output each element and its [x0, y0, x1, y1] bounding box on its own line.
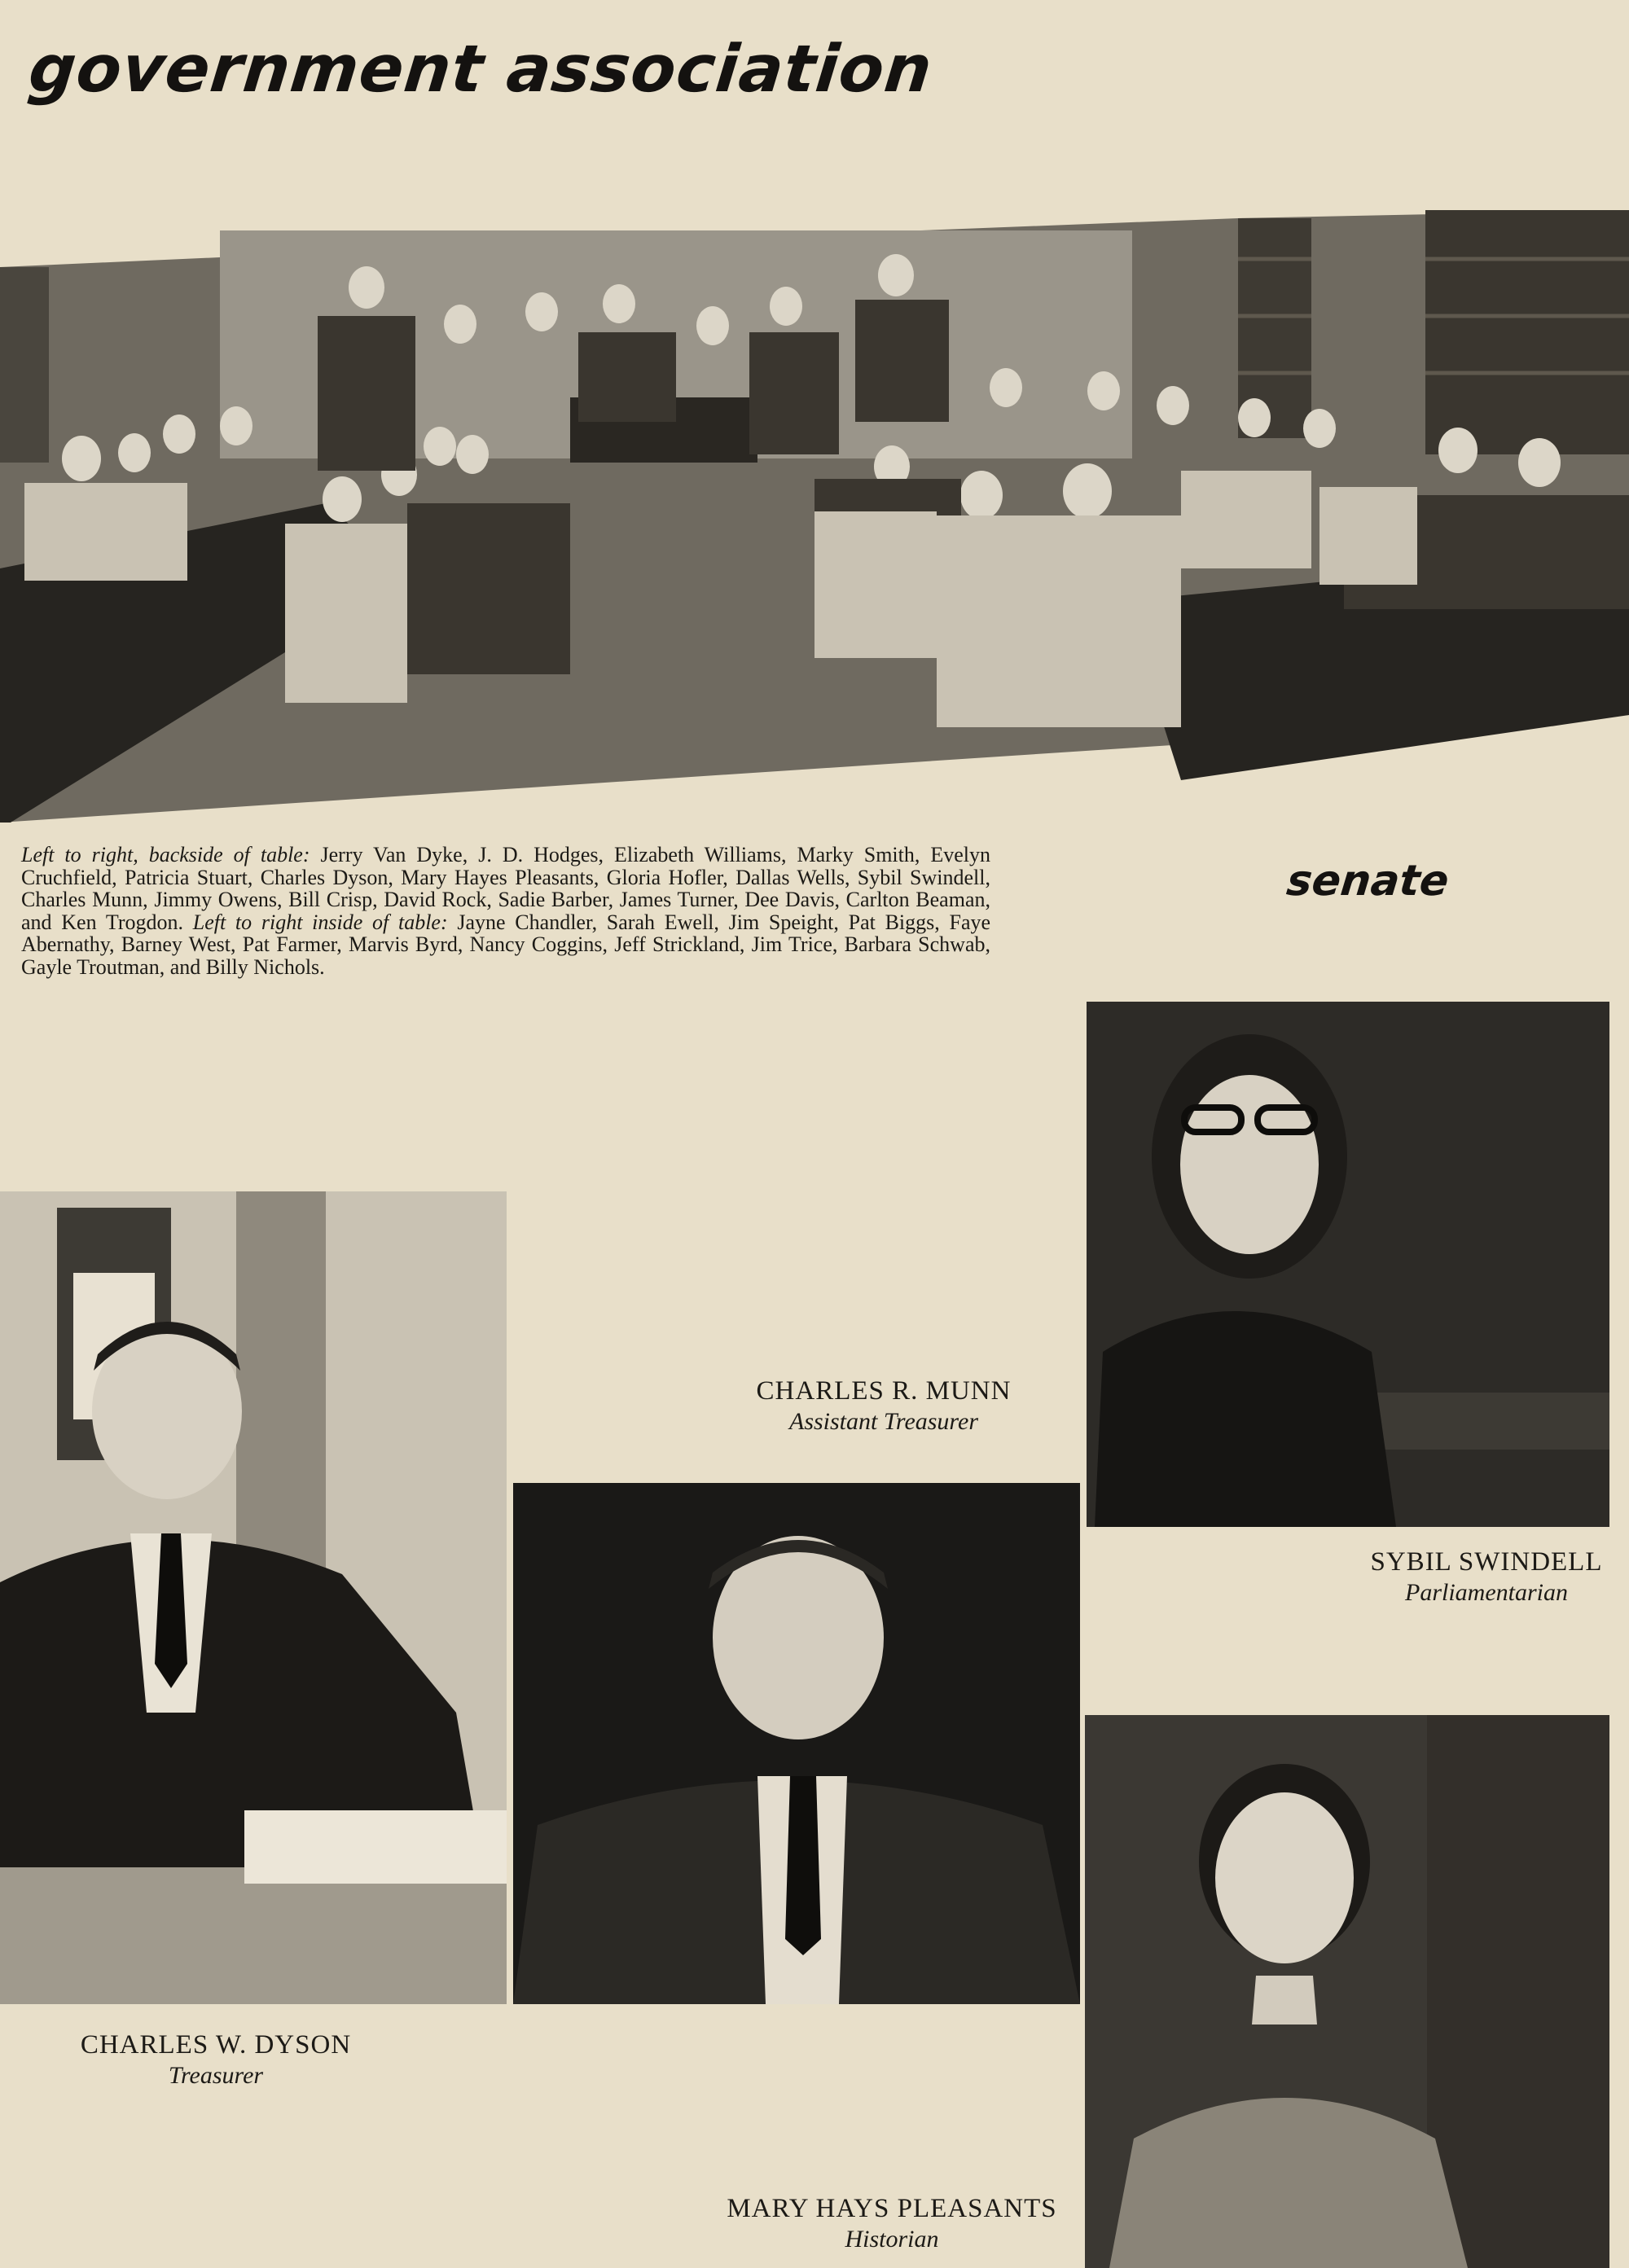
portrait-dyson — [0, 1191, 507, 2004]
caption-label-backside: Left to right, backside of table: — [21, 843, 310, 866]
officer-name: CHARLES W. DYSON — [80, 2030, 352, 2060]
group-photo — [0, 210, 1629, 823]
caption-names-backside: Jerry Van Dyke, J. D. Hodges, Elizabeth Williams, Marky Smith, Evelyn Cruchfield, Patricia Stuart, Charles Dyson, Mary Hayes Pleasants, Gloria Hofler, Dallas Wells, Sybil Swindell, Charles Munn, Jimmy Owens, Bill Crisp, David Rock, Sadie Barber, James Turner, Dee Davis, Carlton Beaman, and Ken Trogdon. — [21, 843, 991, 934]
page-title: government association — [25, 31, 937, 107]
officer-munn — [717, 1376, 1051, 1436]
officer-name: CHARLES R. MUNN — [756, 1376, 1012, 1406]
section-title: senate — [1284, 857, 1451, 906]
officer-role: Treasurer — [168, 2062, 264, 2089]
officer-role: Parliamentarian — [1405, 1579, 1568, 1606]
portrait-pleasants — [1085, 1715, 1609, 2268]
caption-names-inside: Jayne Chandler, Sarah Ewell, Jim Speight, Pat Biggs, Faye Abernathy, Barney West, Pat Farmer, Marvis Byrd, Nancy Coggins, Jeff Strickland, Jim Trice, Barbara Schwab, Gayle Troutman, and Billy Nichols. — [21, 910, 991, 979]
group-photo-caption — [21, 844, 990, 978]
portrait-swindell — [1087, 1002, 1609, 1527]
officer-name: MARY HAYS PLEASANTS — [727, 2194, 1057, 2223]
officer-dyson — [49, 2030, 383, 2090]
officer-swindell — [1319, 1547, 1629, 1607]
officer-role: Assistant Treasurer — [789, 1408, 978, 1435]
caption-label-inside: Left to right inside of table: — [192, 910, 448, 934]
officer-name: SYBIL SWINDELL — [1370, 1547, 1603, 1577]
officer-pleasants — [700, 2194, 1083, 2253]
portrait-munn — [513, 1483, 1080, 2004]
officer-role: Historian — [845, 2226, 939, 2253]
